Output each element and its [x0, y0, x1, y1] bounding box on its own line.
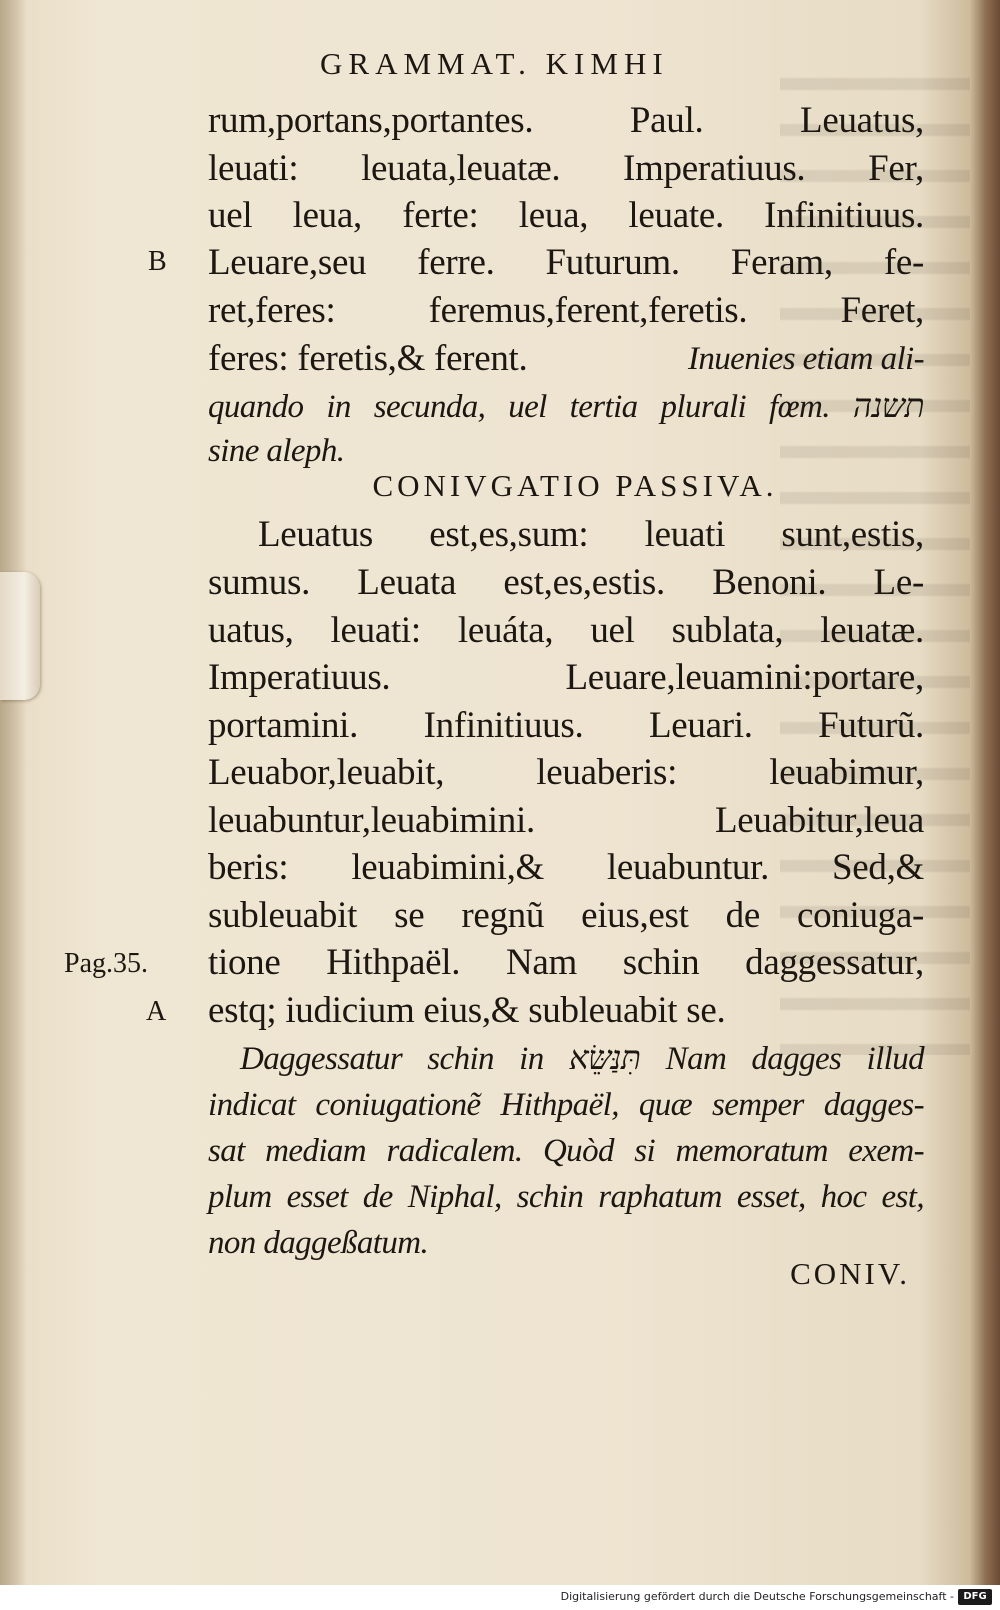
margin-note-b: B: [148, 246, 167, 277]
margin-note-a: A: [146, 996, 167, 1027]
dfg-logo: DFG: [958, 1589, 992, 1605]
text-line-19: estq; iudicium eius,& subleuabit se.: [208, 990, 726, 1031]
page-gutter-shadow: [0, 0, 26, 1585]
text-line-10: sumus. Leuata est,es,estis. Benoni. Le-: [208, 562, 924, 603]
footer-bar: [0, 1585, 1000, 1610]
text-line-22: sat mediam radicalem. Quòd si memoratum exem-: [208, 1133, 924, 1169]
text-line-4: Leuare,seu ferre. Futurum. Feram, fe-: [208, 242, 924, 283]
text-line-6: feres: feretis,& ferent.: [208, 338, 528, 379]
text-line-14: Leuabor,leuabit, leuaberis: leuabimur,: [208, 752, 924, 793]
text-line-21: indicat coniugationẽ Hithpaël, quæ semper dagges-: [208, 1087, 924, 1123]
text-line-6-italic: Inuenies etiam ali-: [687, 341, 924, 377]
text-line-24: non daggeßatum.: [208, 1225, 429, 1261]
text-line-16: beris: leuabimini,& leuabuntur. Sed,&: [208, 847, 924, 888]
text-line-17: subleuabit se regnũ eius,est de coniuga-: [208, 895, 924, 936]
text-line-7: quando in secunda, uel tertia plurali fœm. תשנה: [208, 389, 924, 425]
text-line-11: uatus, leuati: leuáta, uel sublata, leuatæ.: [208, 610, 924, 651]
text-line-20: Daggessatur schin in תִּנַּשֵּׂא Nam dagges illud: [240, 1041, 925, 1077]
running-head: GRAMMAT. KIMHI: [320, 46, 669, 81]
text-line-5: ret,feres: feremus,ferent,feretis. Feret,: [208, 290, 924, 331]
text-line-23: plum esset de Niphal, schin raphatum esset, hoc est,: [208, 1179, 924, 1215]
section-title: CONIVGATIO PASSIVA.: [372, 468, 778, 503]
catchword: CONIV.: [790, 1256, 910, 1291]
text-line-2: leuati: leuata,leuatæ. Imperatiuus. Fer,: [208, 148, 924, 189]
text-line-18: tione Hithpaël. Nam schin daggessatur,: [208, 942, 924, 983]
footer-credit: Digitalisierung gefördert durch die Deutsche Forschungsgemeinschaft -: [560, 1590, 954, 1603]
page-clip: [0, 572, 40, 700]
text-line-13: portamini. Infinitiuus. Leuari. Futurũ.: [208, 705, 924, 746]
text-line-8: sine aleph.: [208, 433, 345, 469]
text-line-15: leuabuntur,leuabimini. Leuabitur,leua: [208, 800, 924, 841]
text-line-12: Imperatiuus. Leuare,leuamini:portare,: [208, 657, 924, 698]
text-line-1: rum,portans,portantes. Paul. Leuatus,: [208, 100, 924, 141]
text-line-9: Leuatus est,es,sum: leuati sunt,estis,: [258, 514, 924, 555]
text-line-3: uel leua, ferte: leua, leuate. Infinitiuus.: [208, 195, 924, 236]
margin-note-pag: Pag.35.: [64, 948, 148, 979]
